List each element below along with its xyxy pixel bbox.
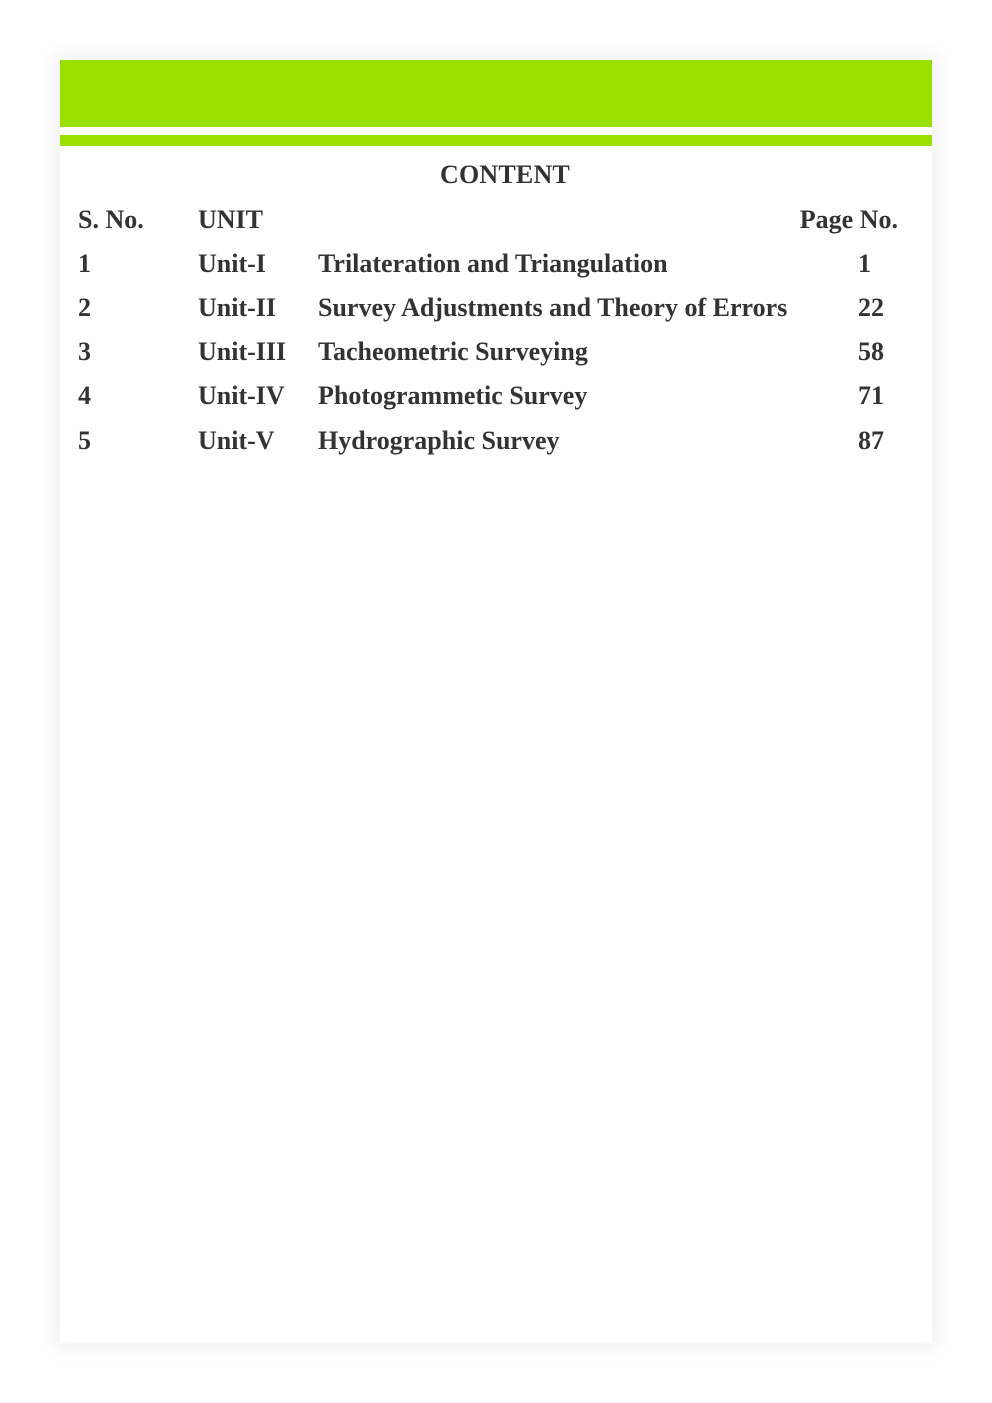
row-unit: Unit-V [198, 426, 275, 455]
table-row [60, 249, 932, 281]
table-header-row [60, 205, 932, 237]
row-title: Survey Adjustments and Theory of Errors [318, 293, 788, 322]
row-s-no: 2 [78, 293, 91, 322]
document-page [60, 60, 932, 1343]
header-unit: UNIT [198, 205, 264, 234]
header-green-rule [60, 135, 932, 146]
row-s-no: 5 [78, 426, 91, 455]
header-s-no: S. No. [78, 205, 144, 234]
row-page: 71 [858, 381, 884, 410]
table-row [60, 381, 932, 413]
row-title: Tacheometric Surveying [318, 337, 588, 366]
row-page: 22 [858, 293, 884, 322]
row-unit: Unit-II [198, 293, 277, 322]
page-title: CONTENT [440, 160, 570, 189]
row-unit: Unit-IV [198, 381, 285, 410]
row-page: 58 [858, 337, 884, 366]
row-title: Trilateration and Triangulation [318, 249, 668, 278]
row-title: Hydrographic Survey [318, 426, 560, 455]
row-s-no: 1 [78, 249, 91, 278]
header-green-band [60, 60, 932, 127]
row-title: Photogrammetic Survey [318, 381, 588, 410]
row-s-no: 3 [78, 337, 91, 366]
row-s-no: 4 [78, 381, 91, 410]
table-row [60, 337, 932, 369]
header-page-no: Page No. [799, 205, 898, 234]
table-row [60, 293, 932, 325]
row-page: 87 [858, 426, 884, 455]
table-row [60, 426, 932, 458]
row-unit: Unit-I [198, 249, 266, 278]
row-unit: Unit-III [198, 337, 287, 366]
row-page: 1 [858, 249, 871, 278]
